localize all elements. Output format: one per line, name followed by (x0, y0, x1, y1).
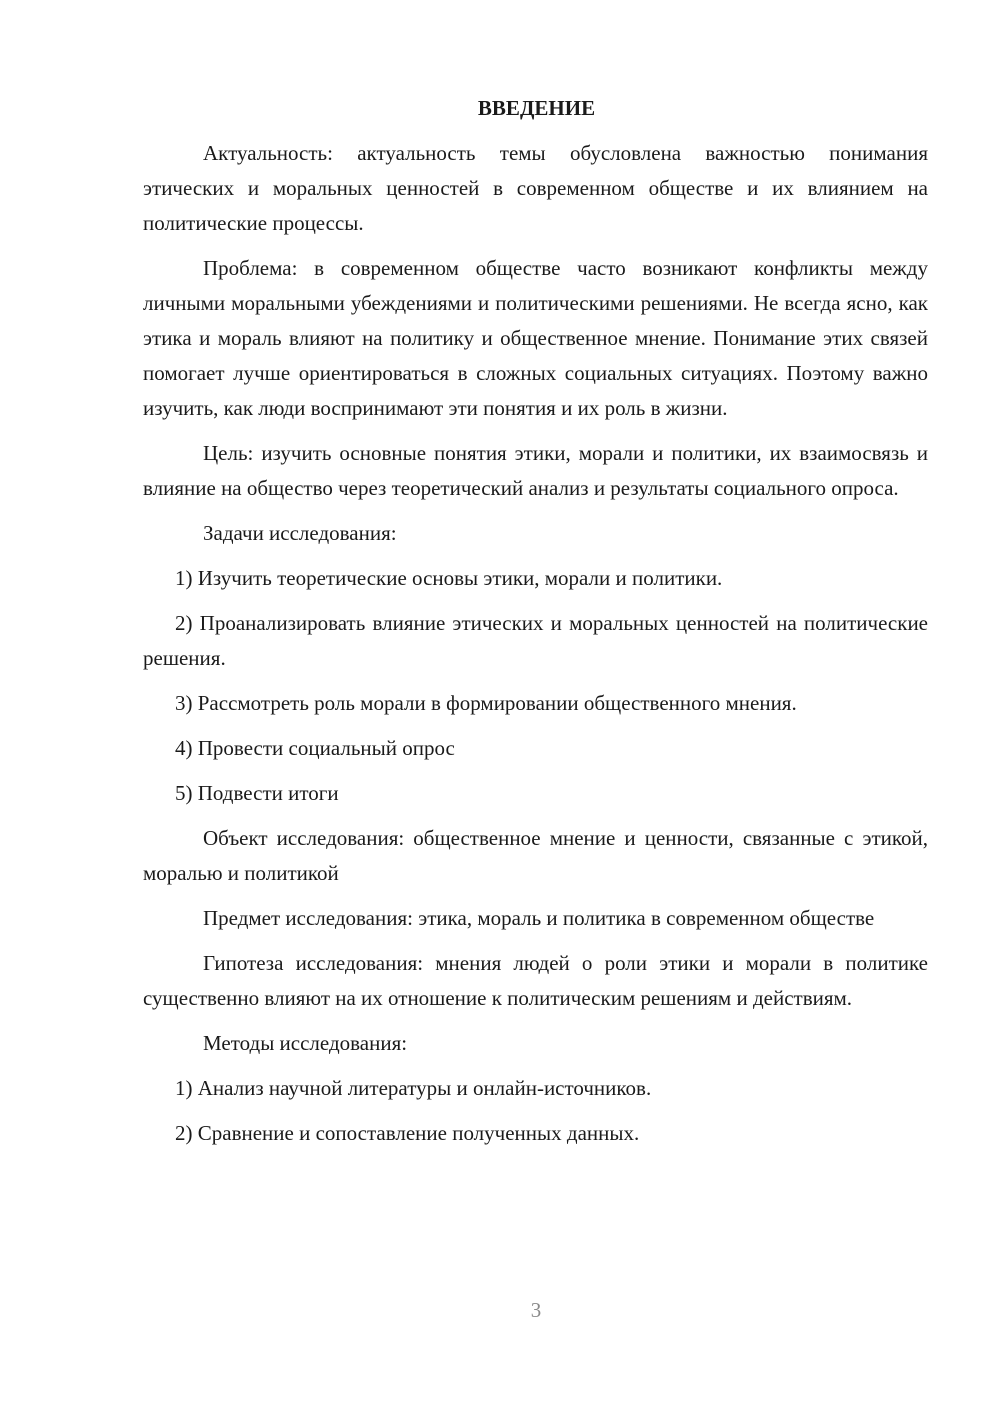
task-item: 5) Подвести итоги (175, 781, 339, 805)
method-item: 1) Анализ научной литературы и онлайн-источников. (175, 1076, 652, 1100)
tasks-heading: Задачи исследования: (203, 521, 397, 545)
methods-heading: Методы исследования: (203, 1031, 408, 1055)
hypothesis-paragraph: Гипотеза исследования: мнения людей о роли этики и морали в политике существенно влияют на их отношение к политическим решениям и действиям. (143, 951, 928, 1010)
task-item: 4) Провести социальный опрос (175, 736, 455, 760)
task-item: 1) Изучить теоретические основы этики, морали и политики. (175, 566, 723, 590)
goal-paragraph: Цель: изучить основные понятия этики, морали и политики, их взаимосвязь и влияние на общество через теоретический анализ и результаты социального опроса. (143, 441, 928, 500)
relevance-paragraph: Актуальность: актуальность темы обусловлена важностью понимания этических и моральных ценностей в современном обществе и их влиянием на политические процессы. (143, 141, 928, 235)
method-item: 2) Сравнение и сопоставление полученных данных. (175, 1121, 640, 1145)
page-number: 3 (530, 1298, 542, 1322)
object-paragraph: Объект исследования: общественное мнение и ценности, связанные с этикой, моралью и политикой (143, 826, 928, 885)
section-title: ВВЕДЕНИЕ (477, 96, 596, 120)
page-content (143, 91, 928, 1161)
problem-paragraph: Проблема: в современном обществе часто возникают конфликты между личными моральными убеждениями и политическими решениями. Не всегда ясно, как этика и мораль влияют на политику и общественное мнение. Понимание этих связей помогает лучше ориентироваться в сложных социальных ситуациях. Поэтому важно изучить, как люди воспринимают эти понятия и их роль в жизни. (143, 256, 928, 420)
task-item: 3) Рассмотреть роль морали в формировании общественного мнения. (175, 691, 797, 715)
task-item: 2) Проанализировать влияние этических и моральных ценностей на политические решения. (143, 611, 928, 670)
subject-paragraph: Предмет исследования: этика, мораль и политика в современном обществе (203, 906, 875, 930)
